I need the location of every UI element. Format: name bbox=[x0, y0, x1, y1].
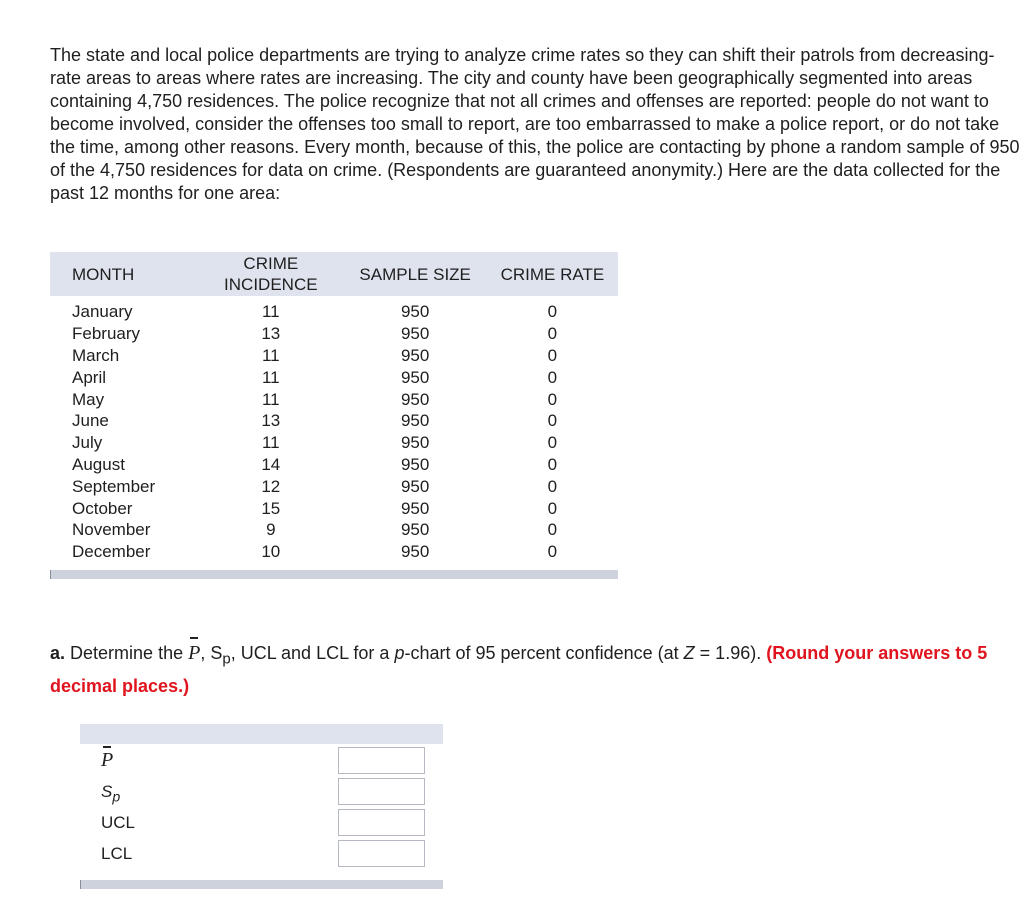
table-row bbox=[50, 296, 618, 323]
cell-incidence: 11 bbox=[261, 367, 280, 387]
cell-sample-size: 950 bbox=[400, 345, 430, 365]
cell-month: March bbox=[72, 345, 120, 365]
cell-month: December bbox=[72, 542, 151, 562]
cell-sample-size: 950 bbox=[400, 367, 430, 387]
table-row bbox=[50, 475, 618, 497]
sp-subscript: p bbox=[222, 650, 231, 668]
cell-crime-rate: 0 bbox=[547, 498, 558, 518]
table-row bbox=[50, 454, 618, 476]
table-header-row bbox=[50, 252, 618, 296]
cell-month: April bbox=[72, 367, 107, 387]
answer-row-p bbox=[80, 747, 443, 776]
cell-month: August bbox=[72, 454, 125, 474]
answer-label-ucl: UCL bbox=[101, 813, 136, 832]
question-text-3: , UCL and LCL for a bbox=[230, 643, 390, 663]
header-incidence-line2: INCIDENCE bbox=[224, 275, 318, 294]
cell-incidence: 11 bbox=[261, 302, 280, 322]
sp-input[interactable] bbox=[338, 778, 425, 805]
cell-sample-size: 950 bbox=[400, 324, 430, 344]
answer-label-p: P bbox=[101, 749, 114, 771]
table-row bbox=[50, 432, 618, 454]
cell-incidence: 14 bbox=[261, 454, 281, 474]
cell-month: May bbox=[72, 389, 105, 409]
problem-intro: The state and local police departments are trying to analyze crime rates so they can shift their patrols from decreasing-rate areas to areas where rates are increasing. The city and county have been geographically segmented into areas containing 4,750 residences. The police recognize that not all crimes and offenses are reported: people do not want to become involved, consider the offenses too small to report, are too embarrassed to make a police report, or do not take the time, among other reasons. Every month, because of this, the police are contacting by phone a random sample of 950 of the 4,750 residences for data on crime. (Respondents are guaranteed anonymity.) Here are the data collected for the past 12 months for one area: bbox=[50, 45, 1020, 203]
table-row bbox=[50, 410, 618, 432]
header-sample-size: SAMPLE SIZE bbox=[343, 252, 486, 296]
cell-incidence: 13 bbox=[261, 324, 281, 344]
question-text-2: , S bbox=[200, 643, 223, 663]
p-bar-input[interactable] bbox=[338, 747, 425, 774]
cell-month: November bbox=[72, 520, 151, 540]
cell-sample-size: 950 bbox=[400, 454, 430, 474]
cell-month: February bbox=[72, 324, 141, 344]
cell-month: July bbox=[72, 433, 103, 453]
rounding-instruction: (Round your answers to 5 decimal places.) bbox=[50, 643, 988, 696]
cell-crime-rate: 0 bbox=[547, 433, 558, 453]
answer-label-lcl: LCL bbox=[101, 844, 133, 863]
header-crime-rate: CRIME RATE bbox=[487, 252, 618, 296]
z-italic: Z bbox=[683, 643, 695, 663]
cell-crime-rate: 0 bbox=[547, 542, 558, 562]
ucl-input[interactable] bbox=[338, 809, 425, 836]
cell-sample-size: 950 bbox=[400, 433, 430, 453]
lcl-input[interactable] bbox=[338, 840, 425, 867]
table-footer-bar bbox=[50, 570, 618, 579]
cell-sample-size: 950 bbox=[400, 498, 430, 518]
cell-sample-size: 950 bbox=[400, 476, 430, 496]
answer-table-footer-bar bbox=[80, 880, 443, 889]
header-crime-incidence bbox=[198, 252, 343, 296]
question-text-4: -chart of 95 percent confidence (at bbox=[404, 643, 679, 663]
cell-crime-rate: 0 bbox=[547, 389, 558, 409]
answer-row-ucl bbox=[80, 809, 443, 838]
table-row bbox=[50, 366, 618, 388]
cell-crime-rate: 0 bbox=[547, 367, 558, 387]
question-label: a. bbox=[50, 643, 66, 663]
p-italic: p bbox=[394, 643, 405, 663]
cell-crime-rate: 0 bbox=[547, 345, 558, 365]
answer-row-lcl bbox=[80, 840, 443, 869]
cell-incidence: 11 bbox=[261, 433, 280, 453]
cell-incidence: 11 bbox=[261, 389, 280, 409]
cell-sample-size: 950 bbox=[400, 302, 430, 322]
question-text-5: = 1.96). bbox=[699, 643, 762, 663]
cell-crime-rate: 0 bbox=[547, 302, 558, 322]
cell-month: June bbox=[72, 411, 109, 431]
cell-crime-rate: 0 bbox=[547, 411, 558, 431]
p-bar-symbol: P bbox=[188, 642, 201, 664]
header-month: MONTH bbox=[50, 252, 198, 296]
cell-month: January bbox=[72, 302, 133, 322]
cell-sample-size: 950 bbox=[400, 520, 430, 540]
cell-incidence: 15 bbox=[261, 498, 281, 518]
table-row bbox=[50, 497, 618, 519]
table-row bbox=[50, 388, 618, 410]
cell-incidence: 13 bbox=[261, 411, 281, 431]
sp-letter: S bbox=[101, 782, 113, 801]
table-row bbox=[50, 519, 618, 541]
header-incidence-line1: CRIME bbox=[243, 254, 299, 273]
question-a bbox=[50, 640, 1010, 699]
table-row bbox=[50, 323, 618, 345]
cell-sample-size: 950 bbox=[400, 542, 430, 562]
cell-incidence: 12 bbox=[261, 476, 281, 496]
cell-month: September bbox=[72, 476, 156, 496]
cell-crime-rate: 0 bbox=[547, 324, 558, 344]
cell-incidence: 10 bbox=[261, 542, 281, 562]
crime-data-table bbox=[50, 252, 618, 563]
sp-label-subscript: p bbox=[112, 789, 121, 806]
cell-month: October bbox=[72, 498, 133, 518]
cell-incidence: 9 bbox=[266, 520, 276, 540]
cell-crime-rate: 0 bbox=[547, 520, 558, 540]
cell-crime-rate: 0 bbox=[547, 454, 558, 474]
cell-sample-size: 950 bbox=[400, 411, 430, 431]
answer-label-sp bbox=[101, 782, 120, 805]
cell-crime-rate: 0 bbox=[547, 476, 558, 496]
table-row bbox=[50, 345, 618, 367]
table-row bbox=[50, 541, 618, 563]
answer-table-header bbox=[80, 724, 443, 744]
cell-sample-size: 950 bbox=[400, 389, 430, 409]
answer-row-sp bbox=[80, 778, 443, 807]
question-text-1: Determine the bbox=[70, 643, 184, 663]
cell-incidence: 11 bbox=[261, 345, 280, 365]
